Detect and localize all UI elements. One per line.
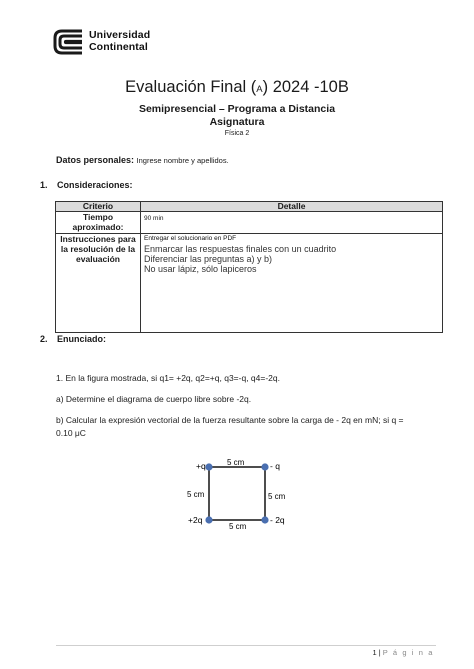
personal-label: Datos personales: — [56, 155, 135, 165]
instruction-line: Diferenciar las preguntas a) y b) — [144, 254, 273, 264]
personal-value: Ingrese nombre y apellidos. — [136, 156, 229, 165]
section-2-label: Enunciado: — [57, 334, 106, 344]
logo-mark-icon — [52, 27, 86, 57]
instruction-line: Entregar el solucionario en PDF — [144, 235, 237, 242]
title-rest: ) 2024 -10B — [262, 78, 349, 96]
cell-criterio-instrucciones: Instrucciones para la resolución de la evaluación — [56, 234, 141, 333]
footer-separator: | — [378, 648, 381, 657]
label-side-left: 5 cm — [187, 490, 205, 499]
charges-diagram — [180, 455, 300, 535]
asignatura-label: Asignatura — [209, 116, 265, 128]
label-side-right: 5 cm — [268, 492, 286, 501]
instruction-line: Enmarcar las respuestas finales con un cuadrito — [144, 244, 337, 254]
course-name: Física 2 — [224, 130, 250, 137]
page-footer — [372, 648, 434, 657]
section-2-heading — [40, 334, 106, 344]
charge-q4-marker — [205, 516, 212, 523]
cell-detalle-instrucciones — [141, 234, 443, 333]
instruction-line: No usar lápiz, sólo lapiceros — [144, 264, 257, 274]
label-side-top: 5 cm — [227, 458, 245, 467]
header-detalle: Detalle — [141, 202, 443, 212]
university-logo — [52, 27, 172, 57]
label-side-bottom: 5 cm — [229, 522, 247, 531]
page-title — [0, 78, 474, 97]
page-number: 1 — [372, 648, 377, 657]
cell-detalle-tiempo: 90 min — [141, 212, 443, 234]
logo-line1: Universidad — [89, 29, 151, 41]
table-row — [56, 234, 443, 333]
label-bottom-left: +2q — [188, 515, 203, 525]
question-1-text: 1. En la figura mostrada, si q1= +2q, q2=+q, q3=-q, q4=-2q. — [56, 373, 280, 383]
question-b-text-cont: 0.10 μC — [56, 428, 86, 438]
title-variant: A — [256, 84, 263, 95]
section-2-number: 2. — [40, 334, 48, 344]
section-1-number: 1. — [40, 180, 48, 190]
personal-data — [56, 155, 229, 165]
section-1-label: Consideraciones: — [57, 180, 133, 190]
table-row — [56, 212, 443, 234]
subtitle: Semipresencial – Programa a Distancia — [138, 103, 336, 115]
label-top-left: +q — [196, 461, 206, 471]
cell-criterio-tiempo: Tiempo aproximado: — [56, 212, 141, 234]
charge-q3-marker — [261, 516, 268, 523]
logo-line2: Continental — [89, 41, 148, 53]
square-outline — [209, 467, 265, 520]
label-top-right: - q — [270, 461, 280, 471]
considerations-table — [55, 201, 443, 333]
title-main: Evaluación Final ( — [125, 78, 257, 96]
footer-divider — [56, 645, 436, 646]
table-header-row — [56, 202, 443, 212]
section-1-heading — [40, 180, 133, 190]
label-bottom-right: - 2q — [270, 515, 285, 525]
charge-q2-marker — [261, 463, 268, 470]
question-b-text: b) Calcular la expresión vectorial de la fuerza resultante sobre la carga de - 2q en mN; si q = — [56, 415, 404, 425]
page-word: P á g i n a — [382, 648, 434, 657]
question-a-text: a) Determine el diagrama de cuerpo libre sobre -2q. — [56, 394, 252, 404]
charges-square-figure — [180, 455, 300, 535]
charge-q1-marker — [205, 463, 212, 470]
header-criterio: Criterio — [56, 202, 141, 212]
